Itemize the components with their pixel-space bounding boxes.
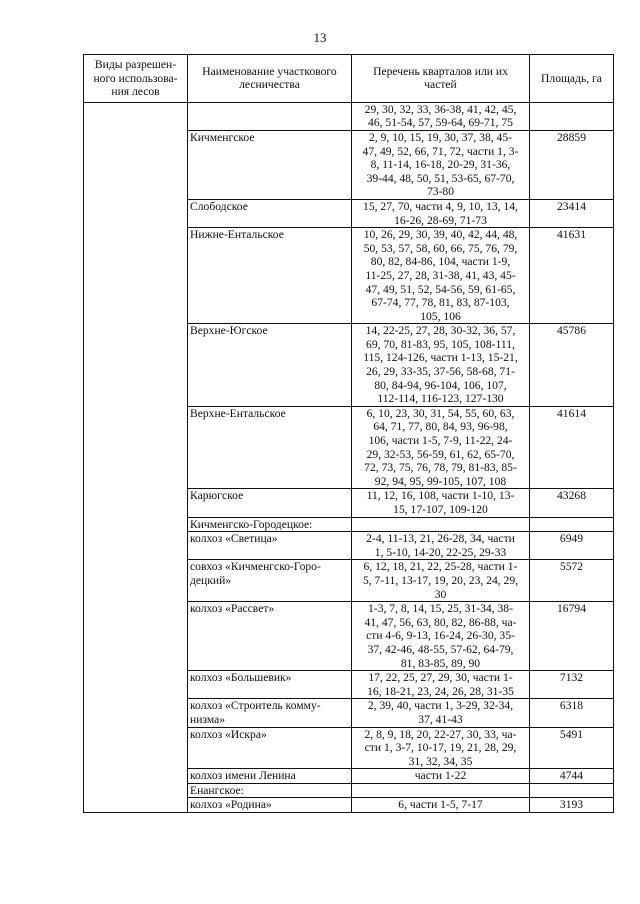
quarters-cell: 6, части 1-5, 7-17 <box>352 798 530 813</box>
name-cell: Верхне-Югское <box>188 324 352 407</box>
header-kind: Виды разрешен- ного использова- ния лесов <box>84 55 188 103</box>
header-name: Наименование участкового лесничества <box>188 55 352 103</box>
name-cell: Верхне-Ентальское <box>188 406 352 489</box>
name-cell: колхоз «Большевик» <box>188 671 352 699</box>
table-row <box>84 102 614 130</box>
area-cell: 5491 <box>530 727 614 769</box>
quarters-cell: 2, 8, 9, 18, 20, 22-27, 30, 33, ча- сти 1, 3-7, 10-17, 19, 21, 28, 29, 31, 32, 34, 35 <box>352 727 530 769</box>
area-cell: 28859 <box>530 130 614 199</box>
quarters-cell <box>352 517 530 532</box>
name-cell: Енангское: <box>188 783 352 798</box>
table-body <box>84 102 614 812</box>
name-cell: колхоз «Рассвет» <box>188 602 352 671</box>
area-cell: 41631 <box>530 228 614 324</box>
name-cell <box>188 102 352 130</box>
area-cell <box>530 517 614 532</box>
header-area: Площадь, га <box>530 55 614 103</box>
quarters-cell: 2, 39, 40, части 1, 3-29, 32-34, 37, 41-43 <box>352 699 530 727</box>
area-cell: 4744 <box>530 769 614 784</box>
quarters-cell: 2, 9, 10, 15, 19, 30, 37, 38, 45- 47, 49, 52, 66, 71, 72, части 1, 3- 8, 11-14, 16-18, 20-29, 31-36, 39-44, 48, 50, 51, 53-65, 67-70, 73-80 <box>352 130 530 199</box>
quarters-cell: 10, 26, 29, 30, 39, 40, 42, 44, 48, 50, 53, 57, 58, 60, 66, 75, 76, 79, 80, 82, 84-86, 104, части 1-9, 11-25, 27, 28, 31-38, 41, 43, 45- 47, 49, 51, 52, 54-56, 59, 61-65, 67-74, 77, 78, 81, 83, 87-103, 105, 106 <box>352 228 530 324</box>
area-cell <box>530 783 614 798</box>
quarters-cell: 29, 30, 32, 33, 36-38, 41, 42, 45, 46, 51-54, 57, 59-64, 69-71, 75 <box>352 102 530 130</box>
name-cell: Кичменгско-Городецкое: <box>188 517 352 532</box>
name-cell: Кичменгское <box>188 130 352 199</box>
area-cell: 7132 <box>530 671 614 699</box>
quarters-cell: части 1-22 <box>352 769 530 784</box>
area-cell: 6318 <box>530 699 614 727</box>
area-cell: 23414 <box>530 199 614 227</box>
quarters-cell <box>352 783 530 798</box>
quarters-cell: 6, 10, 23, 30, 31, 54, 55, 60, 63, 64, 71, 77, 80, 84, 93, 96-98, 106, части 1-5, 7-9, 11-22, 24- 29, 32-53, 56-59, 61, 62, 65-70, 72, 73, 75, 76, 78, 79, 81-83, 85- 92, 94, 95, 99-105, 107, 108 <box>352 406 530 489</box>
name-cell: Слободское <box>188 199 352 227</box>
quarters-cell: 14, 22-25, 27, 28, 30-32, 36, 57, 69, 70, 81-83, 95, 105, 108-111, 115, 124-126, части 1-13, 15-21, 26, 29, 33-35, 37-56, 58-68, 71- 80, 84-94, 96-104, 106, 107, 112-114, 116-123, 127-130 <box>352 324 530 407</box>
name-cell: колхоз «Светица» <box>188 532 352 560</box>
name-cell: Нижне-Ентальское <box>188 228 352 324</box>
area-cell: 5572 <box>530 560 614 602</box>
quarters-cell: 6, 12, 18, 21, 22, 25-28, части 1- 5, 7-11, 13-17, 19, 20, 23, 24, 29, 30 <box>352 560 530 602</box>
area-cell: 41614 <box>530 406 614 489</box>
page-number: 13 <box>313 30 327 45</box>
name-cell: колхоз «Искра» <box>188 727 352 769</box>
quarters-cell: 2-4, 11-13, 21, 26-28, 34, части 1, 5-10, 14-20, 22-25, 29-33 <box>352 532 530 560</box>
name-cell: колхоз «Родина» <box>188 798 352 813</box>
area-cell: 6949 <box>530 532 614 560</box>
quarters-cell: 15, 27, 70, части 4, 9, 10, 13, 14, 16-26, 28-69, 71-73 <box>352 199 530 227</box>
quarters-cell: 1-3, 7, 8, 14, 15, 25, 31-34, 38- 41, 47, 56, 63, 80, 82, 86-88, ча- сти 4-6, 9-13, 16-24, 26-30, 35- 37, 42-46, 48-55, 57-62, 64-79, 81, 83-85, 89, 90 <box>352 602 530 671</box>
name-cell: Карюгское <box>188 489 352 517</box>
forest-quarters-table <box>83 54 614 813</box>
table-header-row <box>84 55 614 103</box>
quarters-cell: 17, 22, 25, 27, 29, 30, части 1- 16, 18-21, 23, 24, 26, 28, 31-35 <box>352 671 530 699</box>
header-quarters: Перечень кварталов или их частей <box>352 55 530 103</box>
area-cell: 45786 <box>530 324 614 407</box>
area-cell: 43268 <box>530 489 614 517</box>
quarters-cell: 11, 12, 16, 108, части 1-10, 13- 15, 17-107, 109-120 <box>352 489 530 517</box>
name-cell: колхоз «Строитель комму- низма» <box>188 699 352 727</box>
area-cell: 16794 <box>530 602 614 671</box>
name-cell: колхоз имени Ленина <box>188 769 352 784</box>
area-cell: 3193 <box>530 798 614 813</box>
area-cell <box>530 102 614 130</box>
kind-cell <box>84 102 188 812</box>
name-cell: совхоз «Кичменгско-Горо- децкий» <box>188 560 352 602</box>
